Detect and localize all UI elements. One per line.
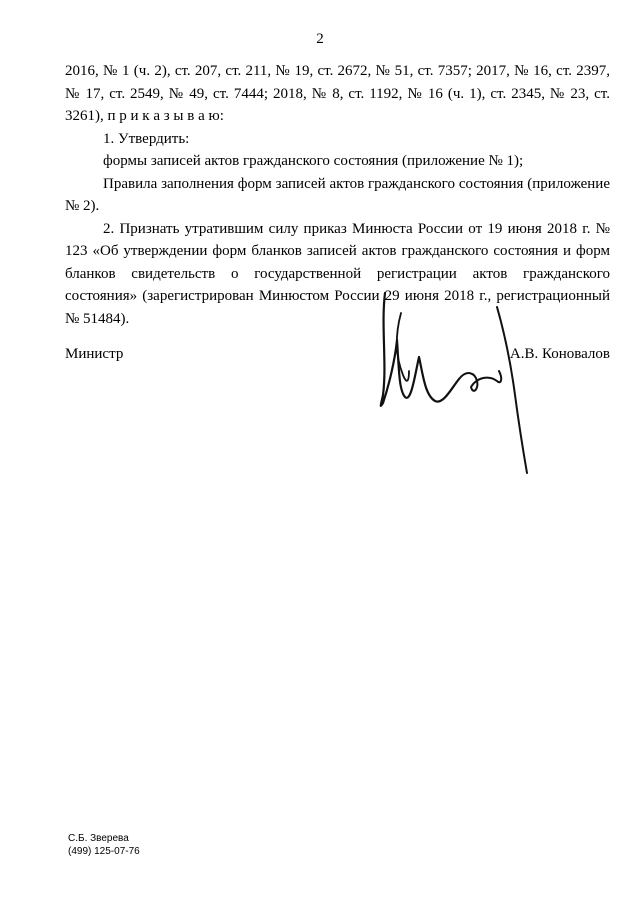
paragraph-repeal: 2. Признать утратившим силу приказ Минюста России от 19 июня 2018 г. № 123 «Об утверждении форм бланков записей актов гражданского состояния и форм бланков свидетельств о государственной регистрации актов гражданского состояния» (зарегистрирован Минюстом России 29 июня 2018 г., регистрационный № 51484). [65,220,610,327]
signature-stroke-1 [381,293,459,406]
paragraph-rules: Правила заполнения форм записей актов гражданского состояния (приложение № 2). [65,175,610,214]
signer-title: Министр [65,346,124,362]
contact-phone: (499) 125-07-76 [68,846,140,857]
paragraph-legal-references: 2016, № 1 (ч. 2), ст. 207, ст. 211, № 19, ст. 2672, № 51, ст. 7357; 2017, № 16, ст. 2397, № 17, ст. 2549, № 49, ст. 7444; 2018, № 8, ст. 1192, № 16 (ч. 1), ст. 2345, № 23, ст. 3261), п р и к а з ы в а ю: [65,63,610,124]
signature-stroke-4 [497,307,527,473]
signer-name: А.В. Коновалов [509,346,610,362]
paragraph-approve: 1. Утвердить: [103,130,190,147]
handwritten-signature [365,285,540,480]
signature-stroke-3 [459,371,501,391]
contact-block [68,832,140,858]
paragraph-forms: формы записей актов гражданского состояния (приложение № 1); [103,153,524,169]
page-number: 2 [316,31,324,47]
contact-name: С.Б. Зверева [68,833,129,844]
